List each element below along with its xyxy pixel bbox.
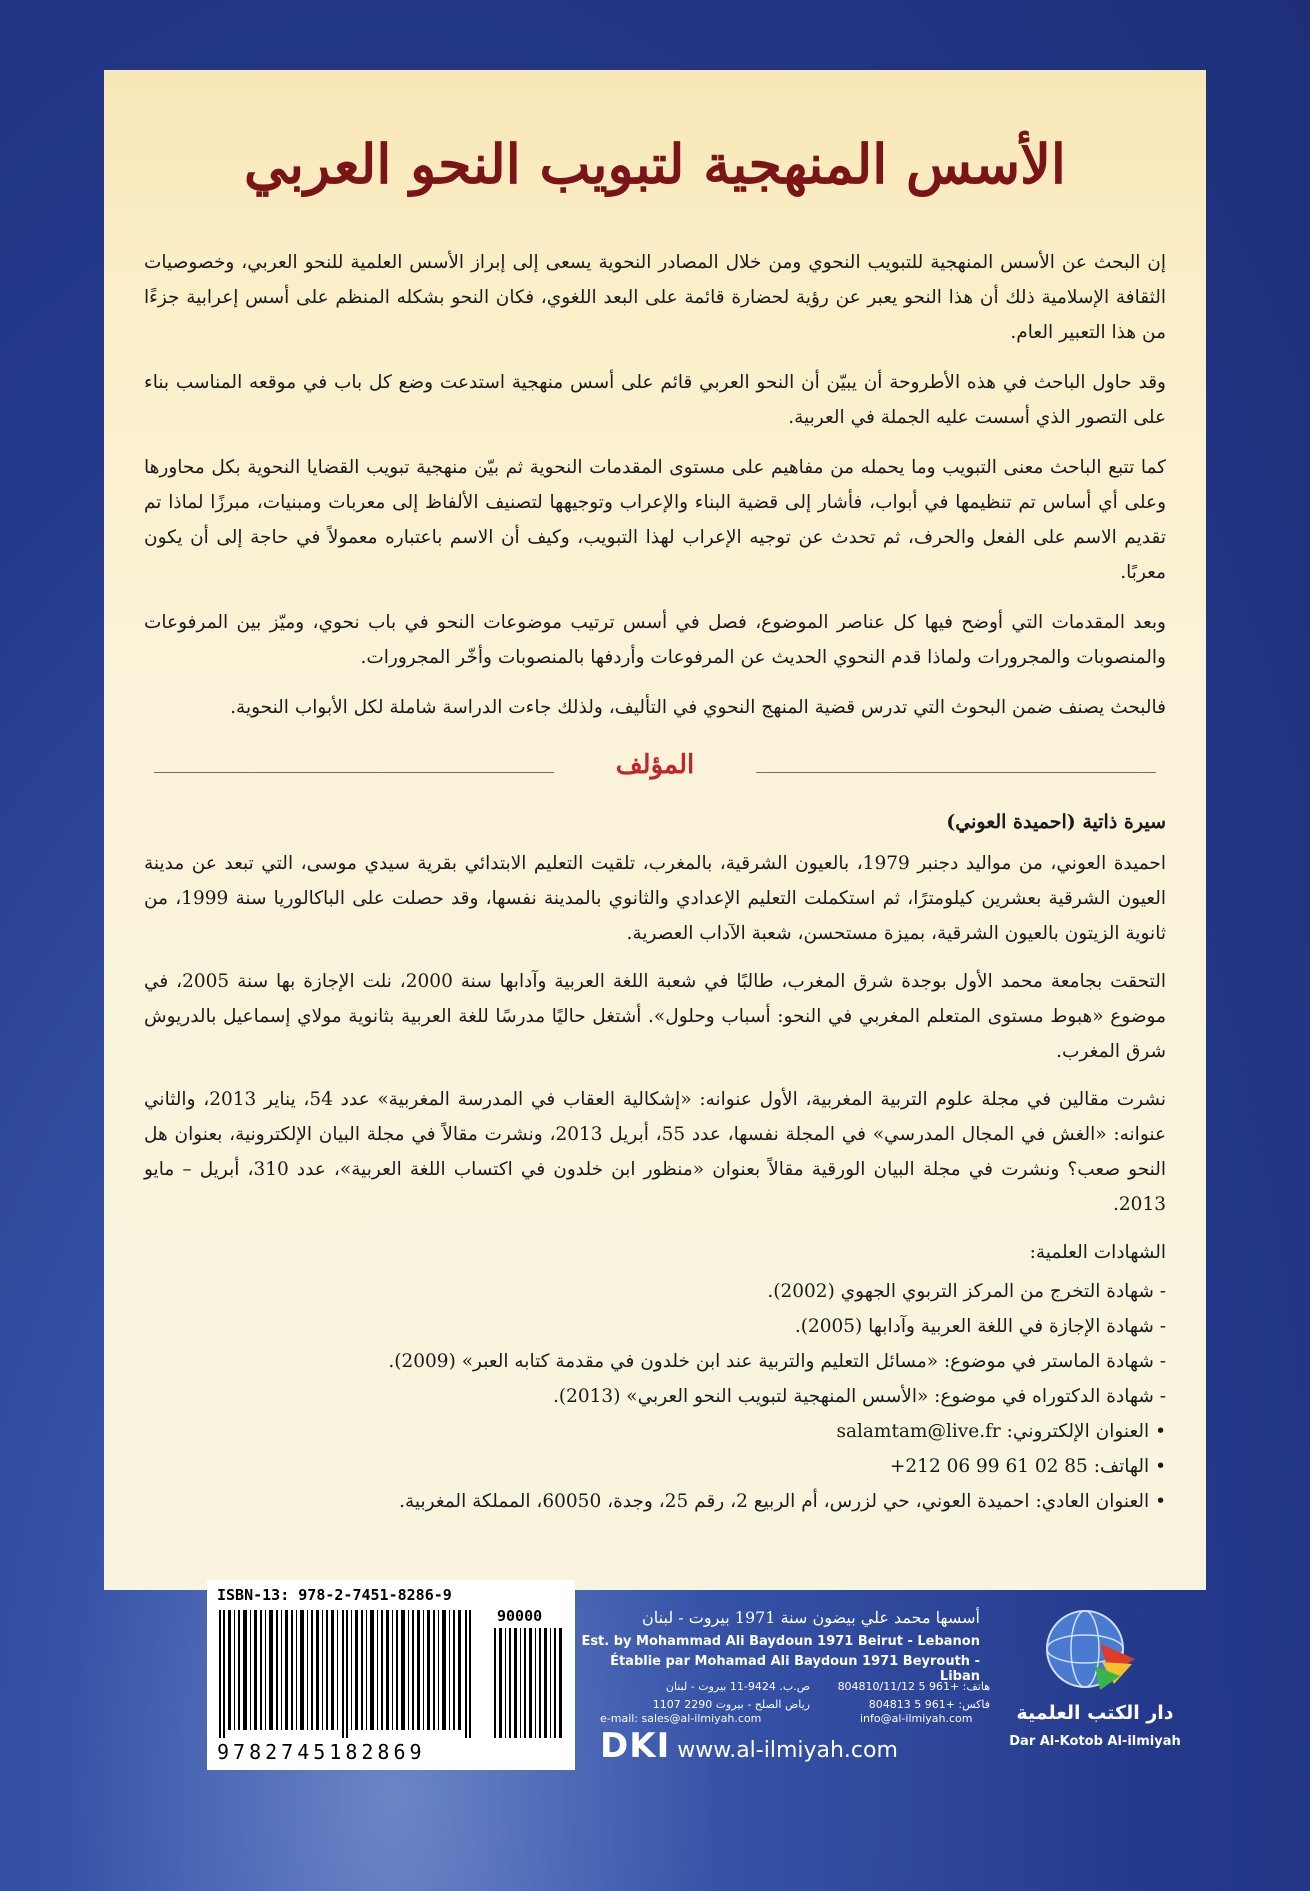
publisher-website[interactable]: www.al-ilmiyah.com — [677, 1738, 898, 1763]
barcode-panel — [207, 1580, 575, 1770]
email-label: العنوان الإلكتروني: — [1006, 1421, 1150, 1442]
address-item — [144, 1484, 1166, 1519]
description-paragraph: وقد حاول الباحث في هذه الأطروحة أن يبيّن أن النحو العربي قائم على أسس منهجية استدعت وضع كل باب في موقعه المناسب بناء على التصور الذي أسست عليه الجملة في العربية. — [144, 372, 1166, 428]
address-value: احميدة العوني، حي لزرس، أم الربيع 2، رقم 25، وجدة، 60050، المملكة المغربية. — [399, 1491, 1030, 1512]
contact-list — [144, 1414, 1166, 1519]
certificates-list — [144, 1274, 1166, 1414]
price-barcode-bars — [492, 1628, 567, 1738]
phone-label: الهاتف: — [1093, 1456, 1150, 1477]
isbn-label: ISBN-13: 978-2-7451-8286-9 — [217, 1586, 452, 1604]
email-item — [144, 1414, 1166, 1449]
text-panel — [104, 70, 1206, 1590]
phone-item — [144, 1449, 1166, 1484]
description-paragraph: وبعد المقدمات التي أوضح فيها كل عناصر الموضوع، فصل في أسس ترتيب موضوعات النحو في باب نحوي، وميّز بين المرفوعات والمنصوبات والمجرورات ولماذا قدم النحوي الحديث عن المرفوعات وأردفها بالمنصوبات وأخّر المجرورات. — [144, 612, 1166, 668]
barcode-number: 9782745182869 — [217, 1740, 426, 1764]
publisher-name-en: Dar Al-Kotob Al-ilmiyah — [1009, 1734, 1181, 1749]
certificate-item: - شهادة الدكتوراه في موضوع: «الأسس المنهجية لتبويب النحو العربي» (2013). — [144, 1379, 1166, 1414]
publisher-address: رياض الصلح - بيروت 2290 1107 — [652, 1698, 810, 1711]
description-paragraph: فالبحث يصنف ضمن البحوث التي تدرس قضية المنهج النحوي في التأليف، ولذلك جاءت الدراسة شاملة لكل الأبواب النحوية. — [230, 697, 1166, 718]
price-code: 90000 — [497, 1607, 543, 1625]
publisher-pobox: ص.ب. 9424-11 بيروت - لبنان — [665, 1680, 810, 1693]
publisher-name-ar: دار الكتب العلمية — [1016, 1702, 1174, 1724]
phone-value: +212 06 99 61 02 85 — [889, 1456, 1088, 1477]
bio-paragraph: التحقت بجامعة محمد الأول بوجدة شرق المغرب، طالبًا في شعبة اللغة العربية وآدابها سنة 2000، نلت الإجازة بها سنة 2005، في موضوع «هبوط مستوى المتعلم المغربي في النحو: أسباب وحلول». أشتغل حاليًا مدرسًا للغة العربية بثانوية مولاي إسماعيل بالدريوش شرق المغرب. — [144, 971, 1166, 1062]
publisher-established-fr: Établie par Mohamad Ali Baydoun 1971 Beyrouth - Liban — [610, 1654, 980, 1684]
description-paragraph: كما تتبع الباحث معنى التبويب وما يحمله من مفاهيم على مستوى المقدمات النحوية ثم بيّن منهجية تبويب القضايا النحوية بكل محاورها وعلى أي أساس تم تنظيمها في أبواب، فأشار إلى قضية البناء والإعراب وتوجيهها لتصنيف الألفاظ إلى معربات ومبنيات، مبرزًا لماذا تم تقديم الاسم على الفعل والحرف، ثم تحدث عن توجيه الإعراب لهذا التبويب، وكيف أن الاسم باعتباره معمولاً في حاجة إلى أن يكون معربًا. — [144, 457, 1166, 583]
publisher-website-row — [600, 1726, 1000, 1766]
publisher-info-email[interactable]: info@al-ilmiyah.com — [860, 1712, 973, 1725]
certificate-item: - شهادة الماستر في موضوع: «مسائل التعليم والتربية عند ابن خلدون في مقدمة كتابه العبر» (2009). — [144, 1344, 1166, 1379]
author-divider — [154, 750, 1156, 790]
bio-heading: سيرة ذاتية (احميدة العوني) — [946, 811, 1166, 833]
publisher-tel: هاتف: +961 5 804810/11/12 — [837, 1680, 990, 1693]
book-description — [144, 245, 1166, 740]
globe-logo-icon — [1040, 1604, 1140, 1694]
description-paragraph: إن البحث عن الأسس المنهجية للتبويب النحوي ومن خلال المصادر النحوية يسعى إلى إبراز الأسس العلمية للنحو العربي، وخصوصيات الثقافة الإسلامية ذلك أن هذا النحو يعبر عن رؤية لحضارة قائمة على البعد اللغوي، فكان النحو بشكله المنظم على أسس إعرابية جزءًا من هذا التعبير العام. — [144, 252, 1166, 343]
barcode-bars — [217, 1610, 477, 1738]
publisher-sales-email[interactable]: e-mail: sales@al-ilmiyah.com — [600, 1712, 762, 1725]
dki-logo: DKI — [600, 1726, 671, 1766]
publisher-established-en: Est. by Mohammad Ali Baydoun 1971 Beirut - Lebanon — [581, 1634, 980, 1649]
address-label: العنوان العادي: — [1035, 1491, 1150, 1512]
author-heading: المؤلف — [615, 750, 695, 780]
bio-paragraph: احميدة العوني، من مواليد دجنبر 1979، بالعيون الشرقية، بالمغرب، تلقيت التعليم الابتدائي بقرية سيدي موسى، التي تبعد عن مدينة العيون الشرقية بعشرين كيلومترًا، ثم استكملت التعليم الإعدادي والثانوي بالمدينة نفسها، وقد حصلت على الباكالوريا سنة 1999، من ثانوية الزيتون بالعيون الشرقية، بميزة مستحسن، شعبة الآداب العصرية. — [144, 853, 1167, 944]
author-bio — [144, 805, 1166, 1519]
publisher-fax: فاكس: +961 5 804813 — [868, 1698, 990, 1711]
publisher-established-ar: أسسها محمد علي بيضون سنة 1971 بيروت - لبنان — [642, 1608, 980, 1627]
certificate-item: - شهادة الإجازة في اللغة العربية وآدابها (2005). — [144, 1309, 1166, 1344]
book-title: الأسس المنهجية لتبويب النحو العربي — [244, 132, 1066, 196]
divider-line — [154, 772, 554, 773]
bio-paragraph: نشرت مقالين في مجلة علوم التربية المغربية، الأول عنوانه: «إشكالية العقاب في المدرسة المغربية» عدد 54، يناير 2013، والثاني عنوانه: «الغش في المجال المدرسي» في المجلة نفسها، عدد 55، أبريل 2013، ونشرت مقالاً في مجلة البيان الإلكترونية، بعنوان هل النحو صعب؟ ونشرت في مجلة البيان الورقية مقالاً بعنوان «منظور ابن خلدون في اكتساب اللغة العربية»، عدد 310، أبريل – مايو 2013. — [144, 1089, 1166, 1215]
email-value[interactable]: salamtam@live.fr — [836, 1421, 1001, 1442]
certificates-label: الشهادات العلمية: — [1029, 1242, 1166, 1263]
certificate-item: - شهادة التخرج من المركز التربوي الجهوي (2002). — [144, 1274, 1166, 1309]
